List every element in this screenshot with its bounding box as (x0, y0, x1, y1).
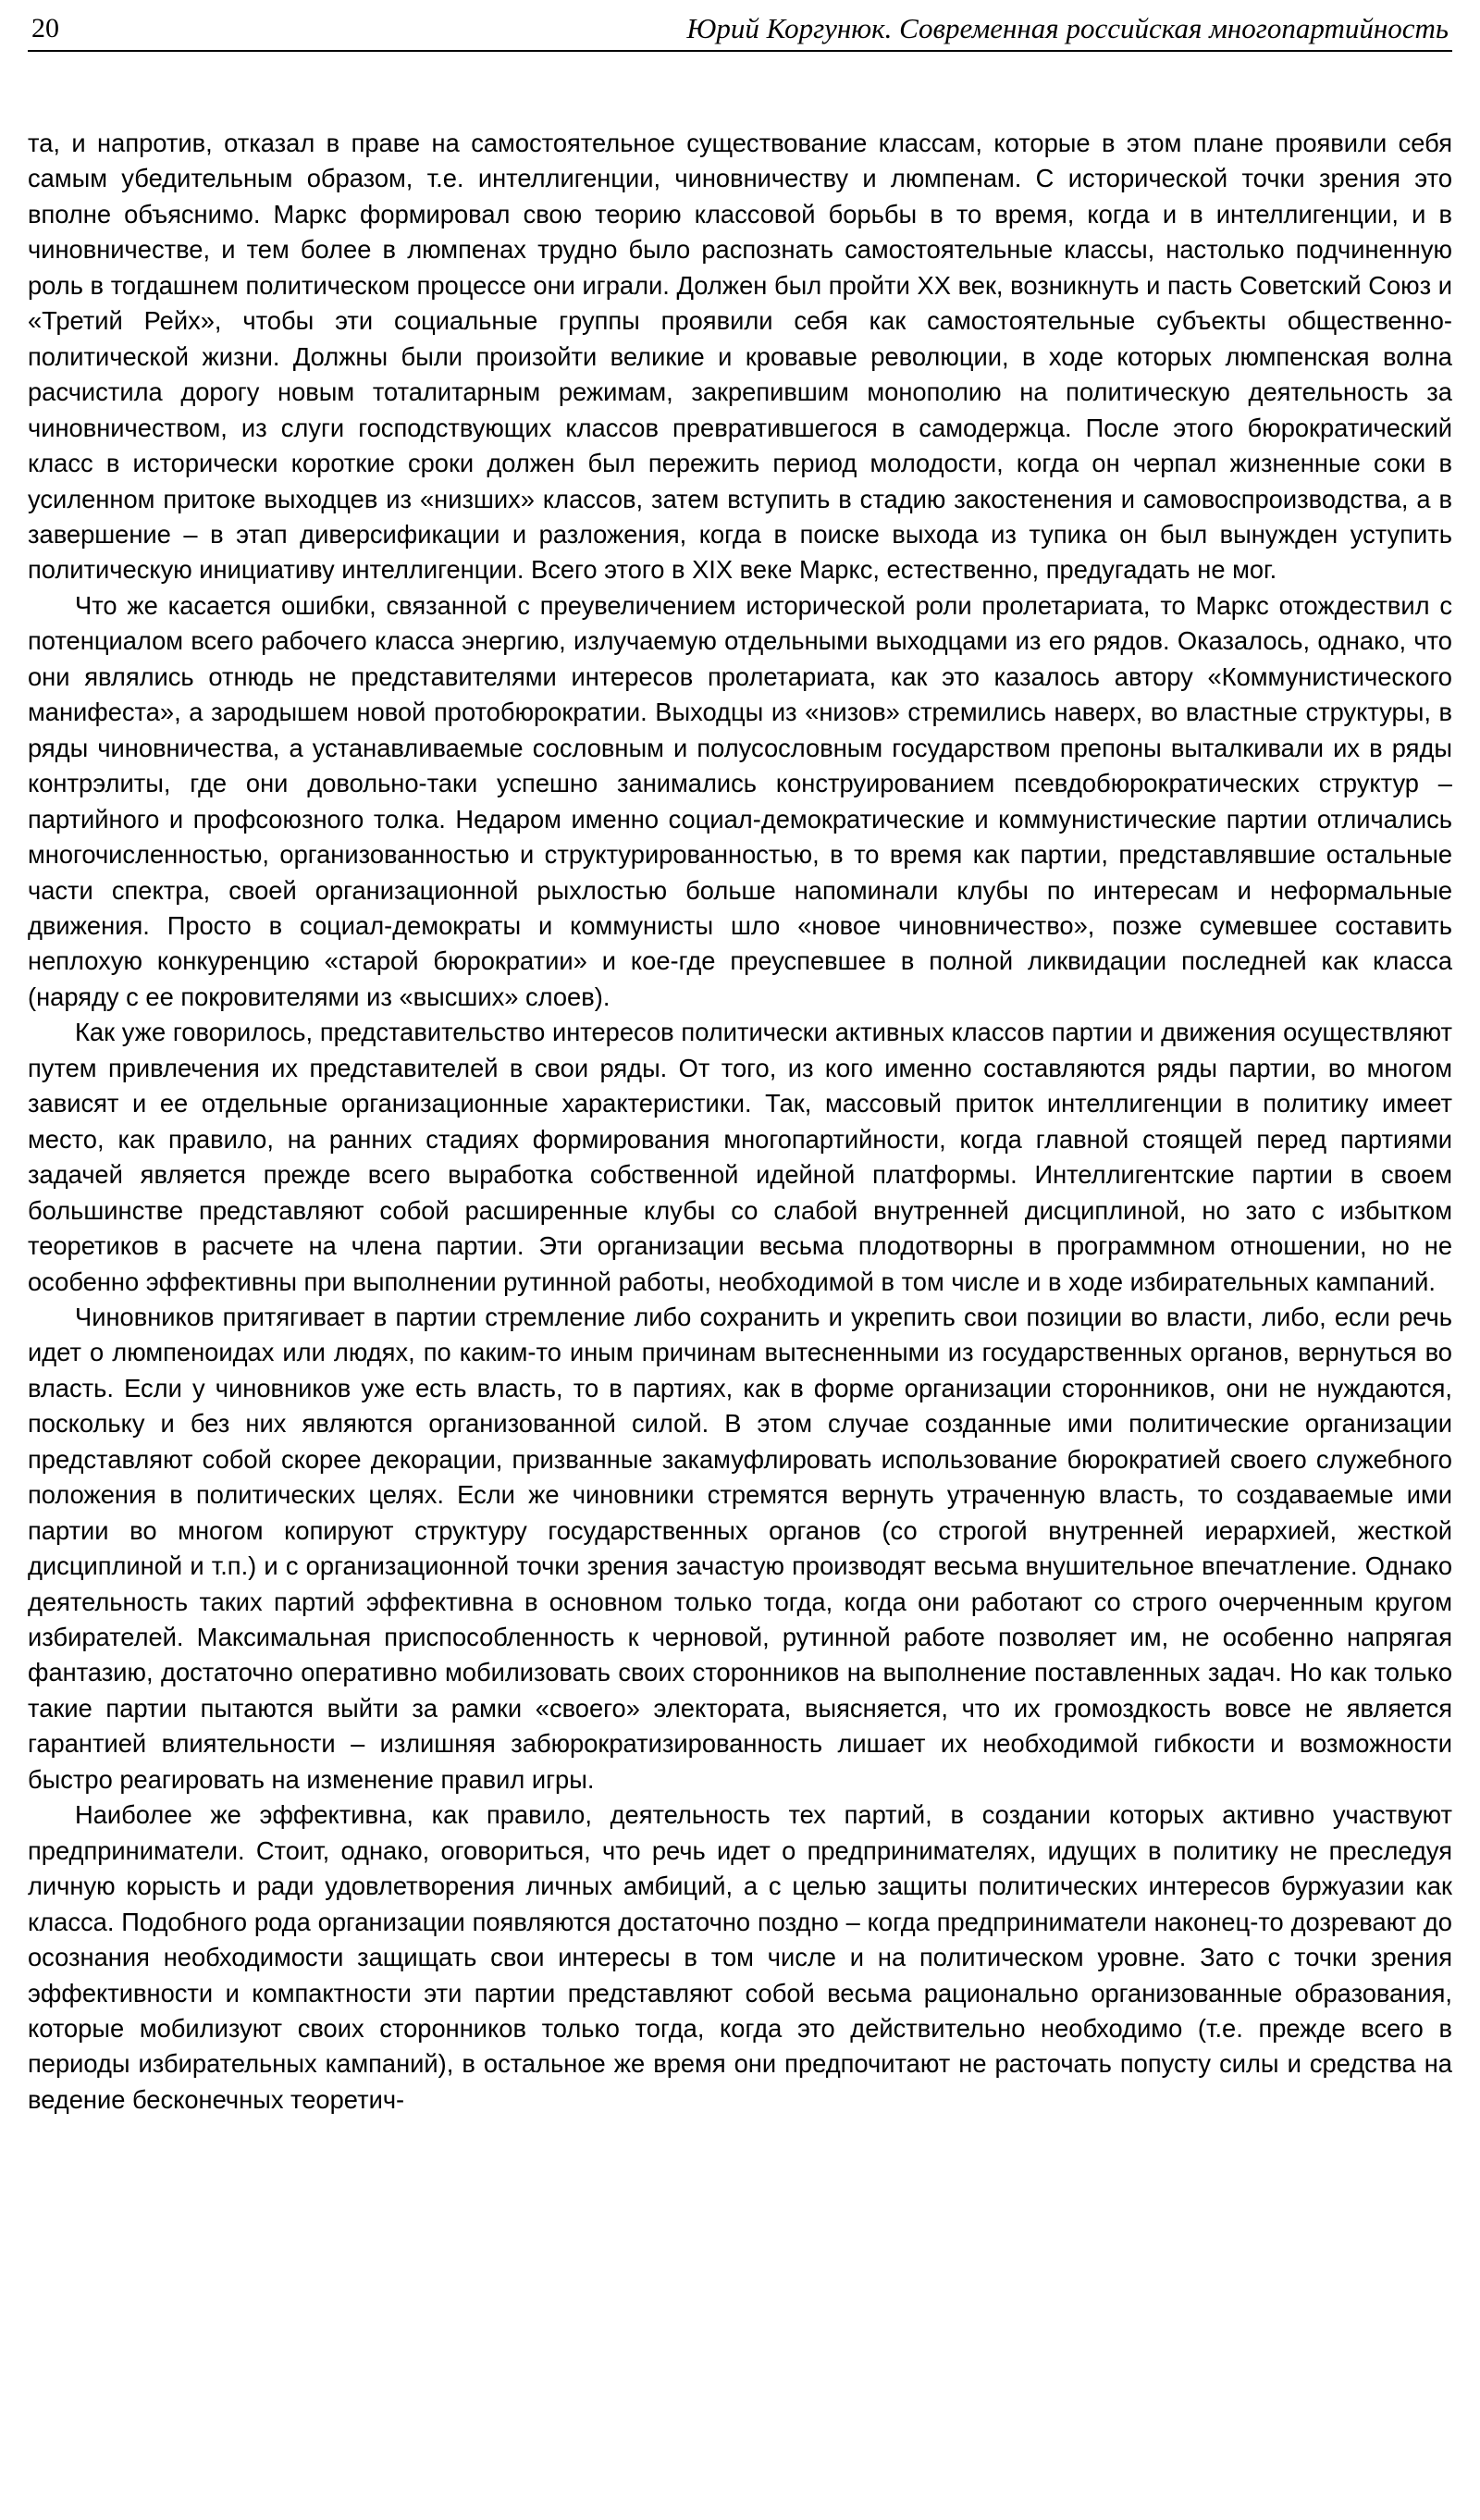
running-title: Юрий Коргунюк. Современная российская многопартийность (686, 12, 1449, 44)
running-header (28, 7, 1452, 52)
body-text (28, 126, 1452, 2118)
page-number: 20 (31, 13, 59, 43)
paragraph-1: та, и напротив, отказал в праве на самостоятельное существование классам, которые в этом плане проявили себя самым убедительным образом, т.е. интеллигенции, чиновничеству и люмпенам. С исторической точки зрения это вполне объяснимо. Маркс формировал свою теорию классовой борьбы в то время, когда и в интеллигенции, и в чиновничестве, и тем более в люмпенах трудно было распознать самостоятельные классы, настолько подчиненную роль в тогдашнем политическом процессе они играли. Должен был пройти ХХ век, возникнуть и пасть Советский Союз и «Третий Рейх», чтобы эти социальные группы проявили себя как самостоятельные субъекты общественно-политической жизни. Должны были произойти великие и кровавые революции, в ходе которых люмпенская волна расчистила дорогу новым тоталитарным режимам, закрепившим монополию на политическую деятельность за чиновничеством, из слуги господствующих классов превратившегося в самодержца. После этого бюрократический класс в исторически короткие сроки должен был пережить период молодости, когда он черпал жизненные соки в усиленном притоке выходцев из «низших» классов, затем вступить в стадию закостенения и самовоспроизводства, а в завершение – в этап диверсификации и разложения, когда в поиске выхода из тупика он был вынужден уступить политическую инициативу интеллигенции. Всего этого в XIX веке Маркс, естественно, предугадать не мог. (28, 129, 1452, 585)
paragraph-4: Чиновников притягивает в партии стремление либо сохранить и укрепить свои позиции во власти, либо, если речь идет о люмпеноидах или людях, по каким-то иным причинам вытесненными из государственных органов, вернуться во власть. Если у чиновников уже есть власть, то в партиях, как в форме организации сторонников, они не нуждаются, поскольку и без них являются организованной силой. В этом случае созданные ими политические организации представляют собой скорее декорации, призванные закамуфлировать использование бюрократией своего служебного положения в политических целях. Если же чиновники стремятся вернуть утраченную власть, то создаваемые ими партии во многом копируют структуру государственных органов (со строгой внутренней иерархией, жесткой дисциплиной и т.п.) и с организационной точки зрения зачастую производят весьма внушительное впечатление. Однако деятельность таких партий эффективна в основном только тогда, когда они работают со строго очерченным кругом избирателей. Максимальная приспособленность к черновой, рутинной работе позволяет им, не особенно напрягая фантазию, достаточно оперативно мобилизовать своих сторонников на выполнение поставленных задач. Но как только такие партии пытаются выйти за рамки «своего» электората, выясняется, что их громоздкость вовсе не является гарантией влиятельности – излишняя забюрократизированность лишает их необходимой гибкости и возможности быстро реагировать на изменение правил игры. (28, 1302, 1452, 1794)
paragraph-5: Наиболее же эффективна, как правило, деятельность тех партий, в создании которых активно участвуют предприниматели. Стоит, однако, оговориться, что речь идет о предпринимателях, идущих в политику не преследуя личную корысть и ради удовлетворения личных амбиций, а с целью защиты политических интересов буржуазии как класса. Подобного рода организации появляются достаточно поздно – когда предприниматели наконец-то дозревают до осознания необходимости защищать свои интересы в том числе и на политическом уровне. Зато с точки зрения эффективности и компактности эти партии представляют собой весьма рационально организованные образования, которые мобилизуют своих сторонников только тогда, когда это действительно необходимо (т.е. прежде всего в периоды избирательных кампаний), в остальное же время они предпочитают не расточать попусту силы и средства на ведение бесконечных теоретич- (28, 1800, 1452, 2114)
paragraph-2: Что же касается ошибки, связанной с преувеличением исторической роли пролетариата, то Маркс отождествил с потенциалом всего рабочего класса энергию, излучаемую отдельными выходцами из его рядов. Оказалось, однако, что они являлись отнюдь не представителями интересов пролетариата, как это казалось автору «Коммунистического манифеста», а зародышем новой протобюрократии. Выходцы из «низов» стремились наверх, во властные структуры, в ряды чиновничества, а устанавливаемые сословным и полусословным государством препоны выталкивали их в ряды контрэлиты, где они довольно-таки успешно занимались конструированием псевдобюрократических структур – партийного и профсоюзного толка. Недаром именно социал-демократические и коммунистические партии отличались многочисленностью, организованностью и структурированностью, в то время как партии, представлявшие остальные части спектра, своей организационной рыхлостью больше напоминали клубы по интересам и неформальные движения. Просто в социал-демократы и коммунисты шло «новое чиновничество», позже сумевшее составить неплохую конкуренцию «старой бюрократии» и кое-где преуспевшее в полной ликвидации последней как класса (наряду с ее покровителями из «высших» слоев). (28, 590, 1452, 1011)
paragraph-3: Как уже говорилось, представительство интересов политически активных классов партии и движения осуществляют путем привлечения их представителей в свои ряды. От того, из кого именно составляются ряды партии, во многом зависят и ее отдельные организационные характеристики. Так, массовый приток интеллигенции в политику имеет место, как правило, на ранних стадиях формирования многопартийности, когда главной стоящей перед партиями задачей является прежде всего выработка собственной идейной платформы. Интеллигентские партии в своем большинстве представляют собой расширенные клубы со слабой внутренней дисциплиной, но зато с избытком теоретиков в расчете на члена партии. Эти организации весьма плодотворны в программном отношении, но не особенно эффективны при выполнении рутинной работы, необходимой в том числе и в ходе избирательных кампаний. (28, 1018, 1452, 1296)
